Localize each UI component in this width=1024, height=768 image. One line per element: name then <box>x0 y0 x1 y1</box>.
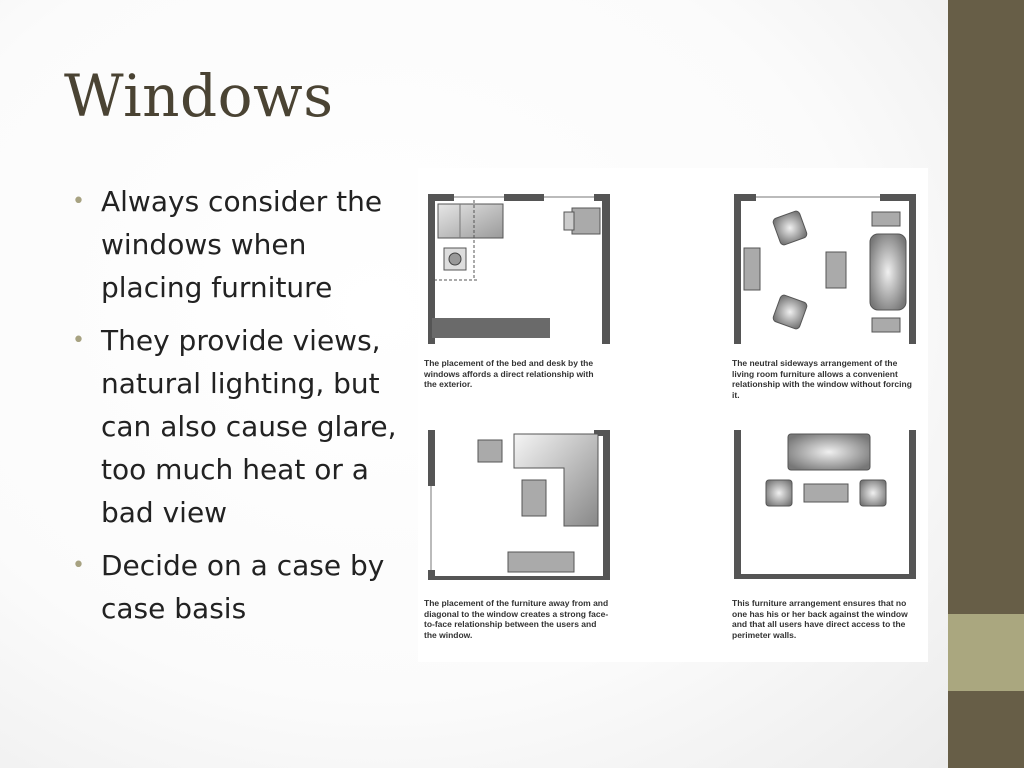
diagonal-plan-drawing <box>424 426 614 586</box>
bullet-item-1 <box>72 180 402 309</box>
floor-plan-diagonal <box>424 426 614 586</box>
caption-perimeter: This furniture arrangement ensures that no one has his or her back against the window and that all users have direct access to the perimeter walls. <box>732 598 908 640</box>
bedroom-plan-drawing <box>424 190 614 350</box>
floor-plan-perimeter <box>730 426 920 586</box>
bullet-text-2: They provide views, natural lighting, but can also cause glare, too much heat or a bad view <box>101 324 397 529</box>
bullet-item-2 <box>72 319 402 534</box>
living-sideways-plan-drawing <box>730 190 920 350</box>
bullet-dot-icon: • <box>72 328 85 353</box>
caption-living-sideways: The neutral sideways arrangement of the living room furniture allows a convenient relationship with the window without forcing it. <box>732 358 912 400</box>
bullet-text-1: Always consider the windows when placing furniture <box>101 185 383 304</box>
bullet-dot-icon: • <box>72 553 85 578</box>
bullet-list <box>72 180 402 640</box>
floor-plan-bedroom <box>424 190 614 350</box>
accent-bar-top <box>948 0 1024 614</box>
furniture-plan-figure <box>418 168 928 662</box>
floor-plan-living-sideways <box>730 190 920 350</box>
accent-bar-middle <box>948 614 1024 691</box>
bullet-item-3 <box>72 544 402 630</box>
accent-bar-bottom <box>948 691 1024 768</box>
caption-bedroom: The placement of the bed and desk by the windows affords a direct relationship with the exterior. <box>424 358 594 389</box>
bullet-text-3: Decide on a case by case basis <box>101 549 385 625</box>
bullet-dot-icon: • <box>72 189 85 214</box>
perimeter-plan-drawing <box>730 426 920 586</box>
slide-title: Windows <box>64 62 334 130</box>
caption-diagonal: The placement of the furniture away from and diagonal to the window creates a strong face-to-face relationship between the users and the window. <box>424 598 609 640</box>
